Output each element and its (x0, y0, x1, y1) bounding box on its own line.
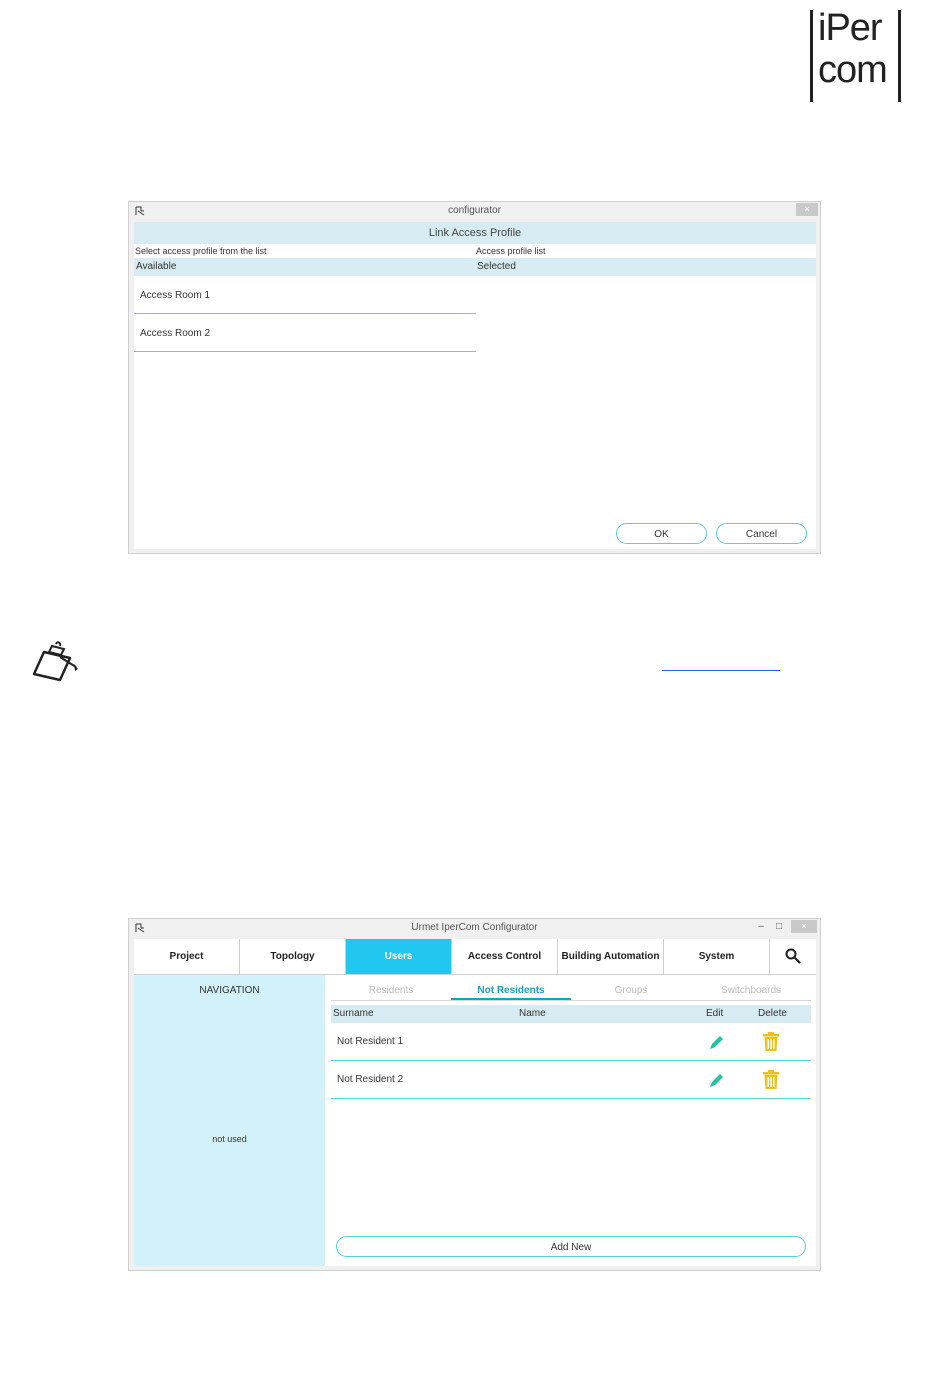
subtab-not-residents[interactable]: Not Residents (451, 981, 571, 1000)
table-row[interactable] (331, 1061, 811, 1099)
available-label: Available (136, 261, 177, 272)
hyperlink-underline[interactable] (662, 670, 780, 672)
note-clipboard-icon (30, 640, 80, 686)
list-item-access-room-1[interactable]: Access Room 1 (134, 277, 476, 314)
logo-left-bar (810, 10, 813, 102)
link-access-profile-window (128, 201, 821, 554)
subtab-divider (331, 1000, 811, 1001)
navigation-not-used: not used (212, 1134, 247, 1144)
tab-users[interactable]: Users (346, 939, 452, 974)
search-icon (785, 948, 801, 964)
dialog-body (134, 222, 816, 549)
window-title: Urmet IperCom Configurator (411, 922, 538, 933)
minimize-button[interactable]: – (758, 921, 764, 932)
logo-right-bar (898, 10, 901, 102)
main-tab-bar (134, 939, 816, 975)
row-surname: Not Resident 1 (337, 1036, 404, 1047)
dialog-header: Link Access Profile (134, 222, 816, 244)
row-surname: Not Resident 2 (337, 1074, 404, 1085)
subtab-groups[interactable]: Groups (614, 985, 648, 996)
tab-building-automation[interactable]: Building Automation (558, 939, 664, 974)
add-new-button[interactable]: Add New (336, 1236, 806, 1257)
delete-trash-icon[interactable] (763, 1032, 779, 1051)
left-caption: Select access profile from the list (135, 246, 267, 256)
edit-pencil-icon[interactable] (708, 1033, 726, 1051)
delete-trash-icon[interactable] (763, 1070, 779, 1089)
app-icon (135, 206, 145, 216)
tab-topology[interactable]: Topology (240, 939, 346, 974)
selected-label: Selected (477, 261, 516, 272)
app-body (134, 939, 816, 1266)
col-edit: Edit (706, 1008, 724, 1019)
maximize-button[interactable]: □ (775, 921, 783, 932)
cancel-button[interactable]: Cancel (716, 523, 807, 544)
configurator-window (128, 918, 821, 1271)
search-button[interactable] (770, 939, 816, 974)
ok-button[interactable]: OK (616, 523, 707, 544)
col-delete: Delete (758, 1008, 787, 1019)
close-button[interactable]: × (796, 203, 818, 216)
col-name: Name (519, 1008, 546, 1019)
table-header (331, 1005, 811, 1023)
table-row[interactable] (331, 1023, 811, 1061)
col-surname: Surname (333, 1008, 374, 1019)
subtab-switchboards[interactable]: Switchboards (720, 985, 782, 996)
logo-line1: iPer (818, 7, 882, 49)
app-icon (135, 923, 145, 933)
logo-line2: com (818, 49, 887, 91)
close-button[interactable]: × (791, 920, 817, 933)
window-title: configurator (448, 205, 501, 216)
edit-pencil-icon[interactable] (708, 1071, 726, 1089)
list-item-access-room-2[interactable]: Access Room 2 (134, 315, 476, 352)
right-caption: Access profile list (476, 246, 546, 256)
tab-access-control[interactable]: Access Control (452, 939, 558, 974)
tab-system[interactable]: System (664, 939, 770, 974)
navigation-title: NAVIGATION (199, 985, 260, 996)
list-header-bar (134, 258, 816, 276)
subtab-residents[interactable]: Residents (368, 985, 414, 996)
navigation-panel (134, 975, 325, 1266)
tab-project[interactable]: Project (134, 939, 240, 974)
ipercom-logo (806, 7, 902, 104)
